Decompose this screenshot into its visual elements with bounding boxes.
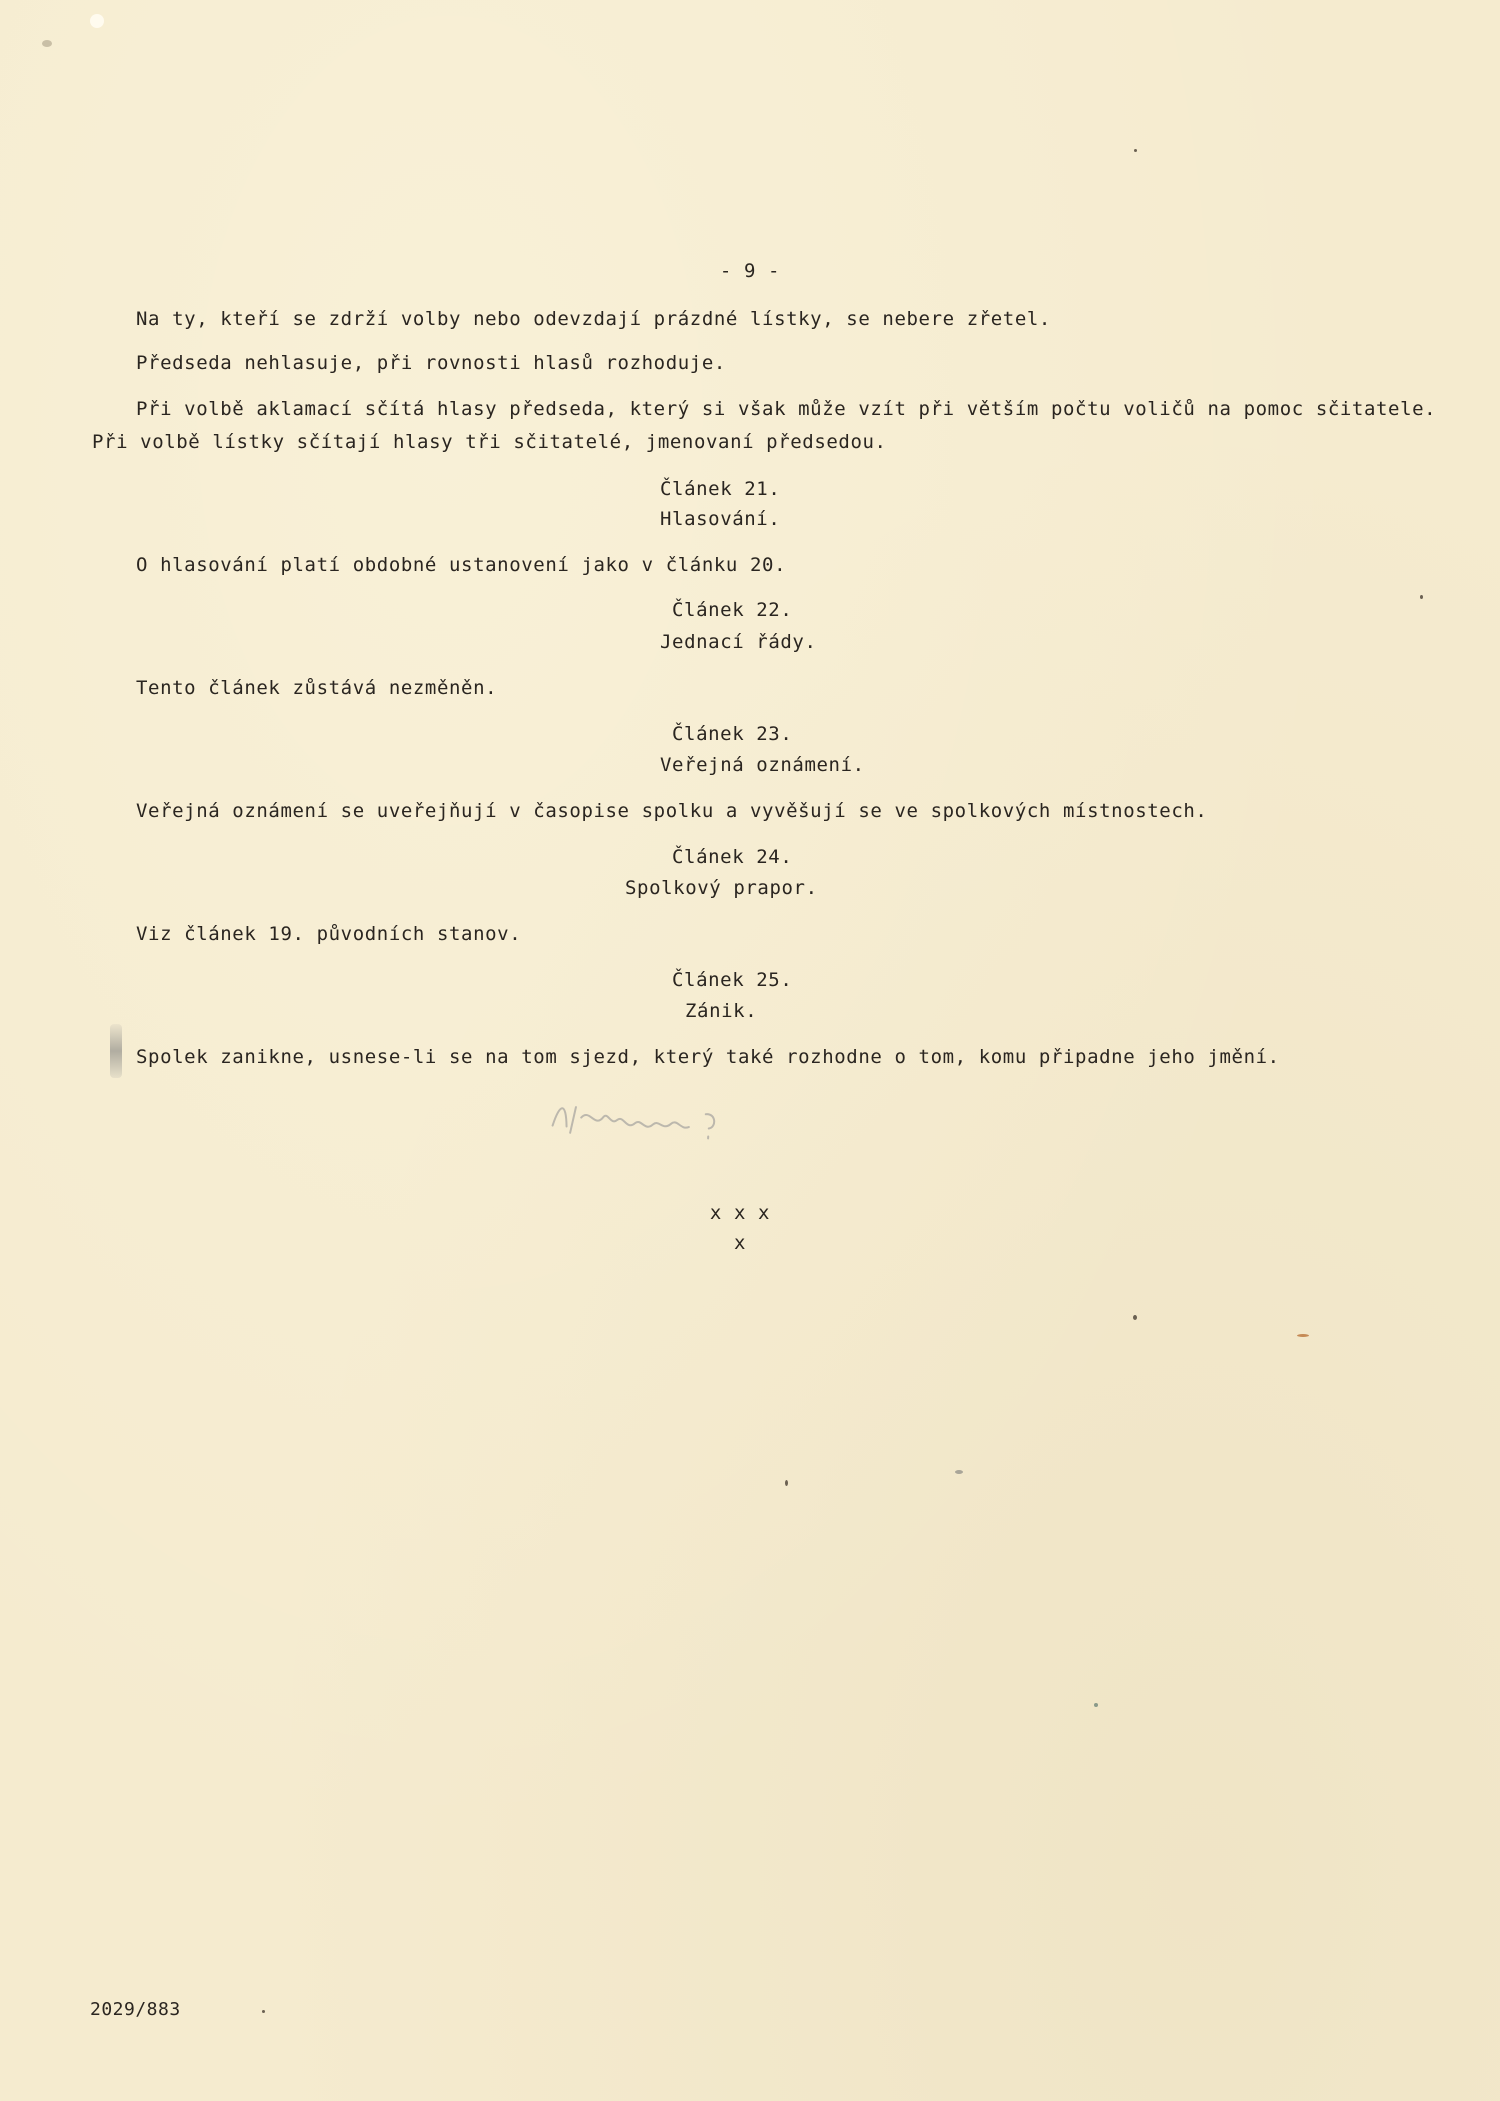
paper-speck xyxy=(262,2010,265,2013)
page-number: - 9 - xyxy=(719,260,781,282)
paper-speck xyxy=(42,40,52,47)
archive-code: 2029/883 xyxy=(90,1999,181,2020)
paper-speck xyxy=(90,14,104,28)
margin-pencil-mark xyxy=(110,1024,122,1078)
article-24-number: Článek 24. xyxy=(672,846,793,868)
paper-speck xyxy=(1420,595,1423,599)
article-25-title: Zánik. xyxy=(685,1000,758,1022)
paper-speck xyxy=(1134,149,1137,152)
article-21-title: Hlasování. xyxy=(660,508,781,530)
paper-speck xyxy=(1297,1334,1309,1337)
end-mark-row2: x xyxy=(733,1232,747,1254)
article-22-text: Tento článek zůstává nezměněn. xyxy=(136,677,498,699)
paper-speck xyxy=(1094,1703,1098,1707)
article-22-title: Jednací řády. xyxy=(660,631,817,653)
paper-speck xyxy=(1133,1315,1137,1320)
paragraph-chairman: Předseda nehlasuje, při rovnosti hlasů rozhoduje. xyxy=(136,352,726,374)
end-mark-row1: x x x xyxy=(709,1202,771,1224)
article-25-text: Spolek zanikne, usnese-li se na tom sjezd, který také rozhodne o tom, komu připadne jeho jmění. xyxy=(136,1046,1280,1068)
article-24-text: Viz článek 19. původních stanov. xyxy=(136,923,522,945)
pencil-annotation xyxy=(543,1091,746,1155)
article-21-text: O hlasování platí obdobné ustanovení jako v článku 20. xyxy=(136,554,787,576)
article-25-number: Článek 25. xyxy=(672,969,793,991)
article-23-text: Veřejná oznámení se uveřejňují v časopise spolku a vyvěšují se ve spolkových místnostech. xyxy=(136,800,1208,822)
article-23-title: Veřejná oznámení. xyxy=(660,754,865,776)
paper-speck xyxy=(955,1470,963,1474)
paper-speck xyxy=(785,1480,788,1486)
article-24-title: Spolkový prapor. xyxy=(625,877,818,899)
article-23-number: Článek 23. xyxy=(672,723,793,745)
paragraph-abstention: Na ty, kteří se zdrží volby nebo odevzdají prázdné lístky, se nebere zřetel. xyxy=(136,308,1051,330)
paragraph-acclamation-line2: Při volbě lístky sčítají hlasy tři sčitatelé, jmenovaní předsedou. xyxy=(92,431,887,453)
article-21-number: Článek 21. xyxy=(660,478,781,500)
article-22-number: Článek 22. xyxy=(672,599,793,621)
paragraph-acclamation-line1: Při volbě aklamací sčítá hlasy předseda, který si však může vzít při větším počtu voličů na pomoc sčitatele. xyxy=(136,398,1437,420)
